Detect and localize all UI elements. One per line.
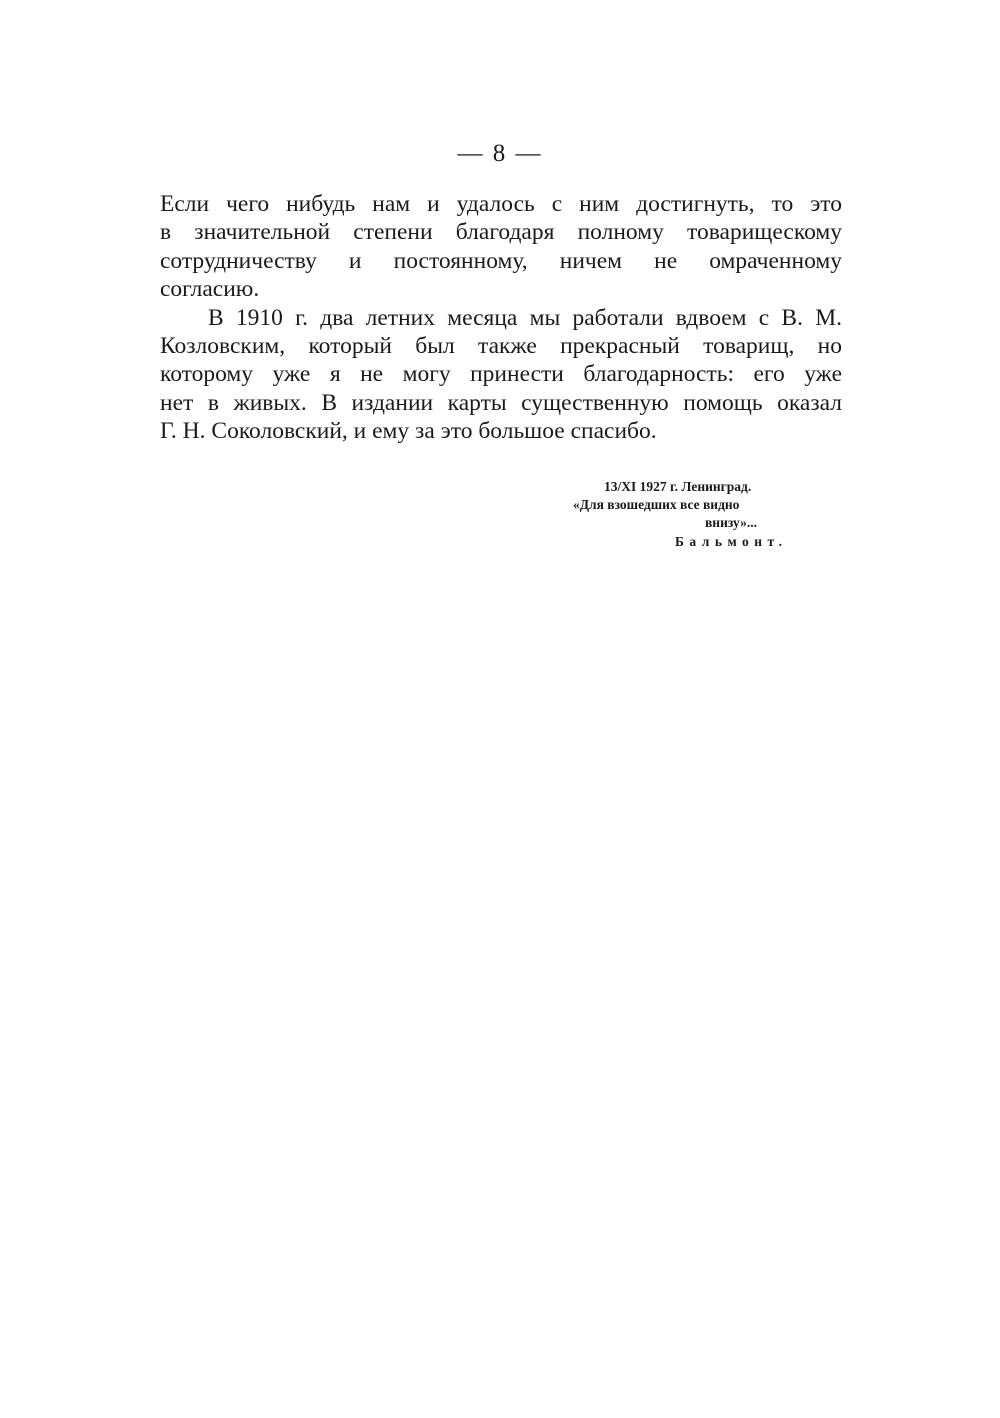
text-line: Если чего нибудь нам и удалось с ним достигнуть, то это: [160, 191, 842, 217]
text-line: которому уже я не могу принести благодарность: его уже: [160, 361, 842, 388]
text-line: Г. Н. Соколовский, и ему за это большое спасибо.: [160, 418, 657, 445]
epigraph-quote-line-1: «Для взошедших все видно: [573, 497, 740, 512]
paragraph-2: [160, 304, 842, 446]
signature-block: [560, 478, 820, 551]
page-number: — 8 —: [457, 140, 543, 167]
text-line: в значительной степени благодаря полному товарищескому: [160, 219, 842, 246]
text-line: Козловским, который был также прекрасный товарищ, но: [160, 333, 842, 360]
body-text: [160, 190, 842, 446]
signature-date-place: 13/XI 1927 г. Ленинград.: [604, 479, 752, 494]
text-line: нет в живых. В издании карты существенную помощь оказал: [160, 389, 842, 416]
text-line: сотрудничеству и постоянному, ничем не омраченному: [160, 247, 842, 274]
epigraph-quote-line-2: внизу»...: [705, 515, 757, 530]
epigraph-author: Бальмонт.: [675, 534, 788, 549]
paragraph-1: [160, 190, 842, 304]
text-line: В 1910 г. два летних месяца мы работали вдвоем с В. М.: [208, 304, 842, 331]
text-line: согласию.: [160, 276, 260, 303]
